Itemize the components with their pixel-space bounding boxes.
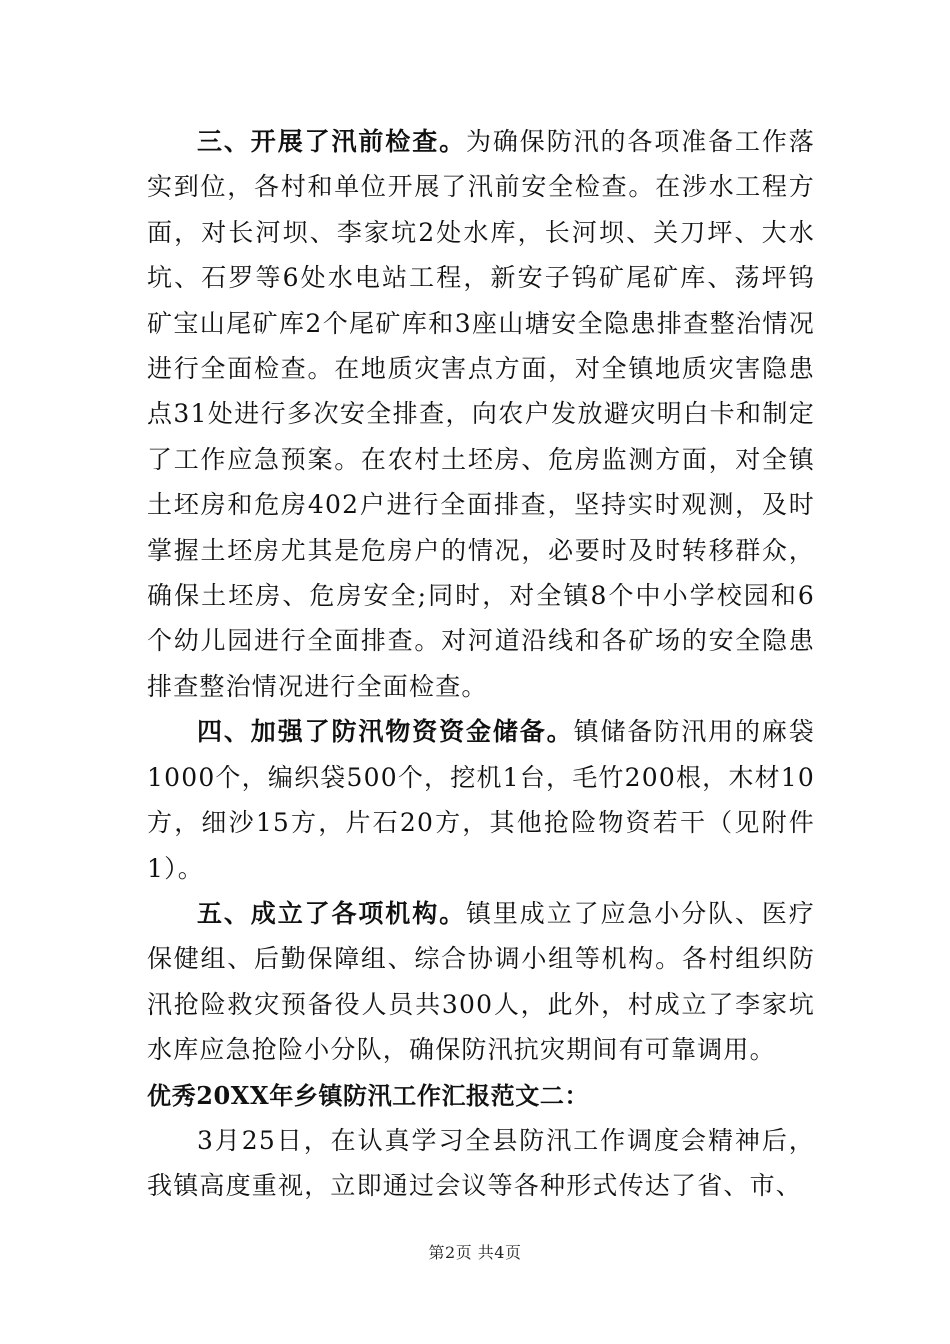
paragraph-lead: 三、开展了汛前检查。 [197, 127, 466, 156]
paragraph-materials [147, 709, 815, 891]
document-body [147, 119, 815, 1209]
page-footer: 第2页 共4页 [428, 1243, 522, 1262]
paragraph-inspection [147, 119, 815, 709]
paragraph-text: 镇里成立了应急小分队、医疗保健组、后勤保障组、综合协调小组等机构。各村组织防汛抢险救灾预备役人员共300人，此外，村成立了李家坑水库应急抢险小分队，确保防汛抗灾期间有可靠调用。 [147, 898, 815, 1065]
paragraph-lead: 四、加强了防汛物资资金储备。 [197, 717, 574, 747]
paragraph-lead: 五、成立了各项机构。 [197, 898, 466, 928]
paragraph-text: 为确保防汛的各项准备工作落实到位，各村和单位开展了汛前安全检查。在涉水工程方面，对长河坝、李家坑2处水库，长河坝、关刀坪、大水坑、石罗等6处水电站工程，新安子钨矿尾矿库、荡坪钨矿宝山尾矿库2个尾矿库和3座山塘安全隐患排查整治情况进行全面检查。在地质灾害点方面，对全镇地质灾害隐患点31处进行多次安全排查，向农户发放避灾明白卡和制定了工作应急预案。在农村土坯房、危房监测方面，对全镇土坯房和危房402户进行全面排查，坚持实时观测，及时掌握土坯房尤其是危房户的情况，必要时及时转移群众，确保土坯房、危房安全;同时，对全镇8个中小学校园和6个幼儿园进行全面排查。对河道沿线和各矿场的安全隐患排查整治情况进行全面检查。 [147, 127, 815, 701]
section-heading: 优秀20XX年乡镇防汛工作汇报范文二： [147, 1080, 590, 1110]
paragraph-text: 镇储备防汛用的麻袋1000个，编织袋500个，挖机1台，毛竹200根，木材10方，细沙15方，片石20方，其他抢险物资若干（见附件1）。 [147, 717, 815, 883]
paragraph-closing: 3月25日，在认真学习全县防汛工作调度会精神后，我镇高度重视，立即通过会议等各种形式传达了省、市、 [147, 1125, 815, 1201]
paragraph-organizations [147, 891, 815, 1073]
